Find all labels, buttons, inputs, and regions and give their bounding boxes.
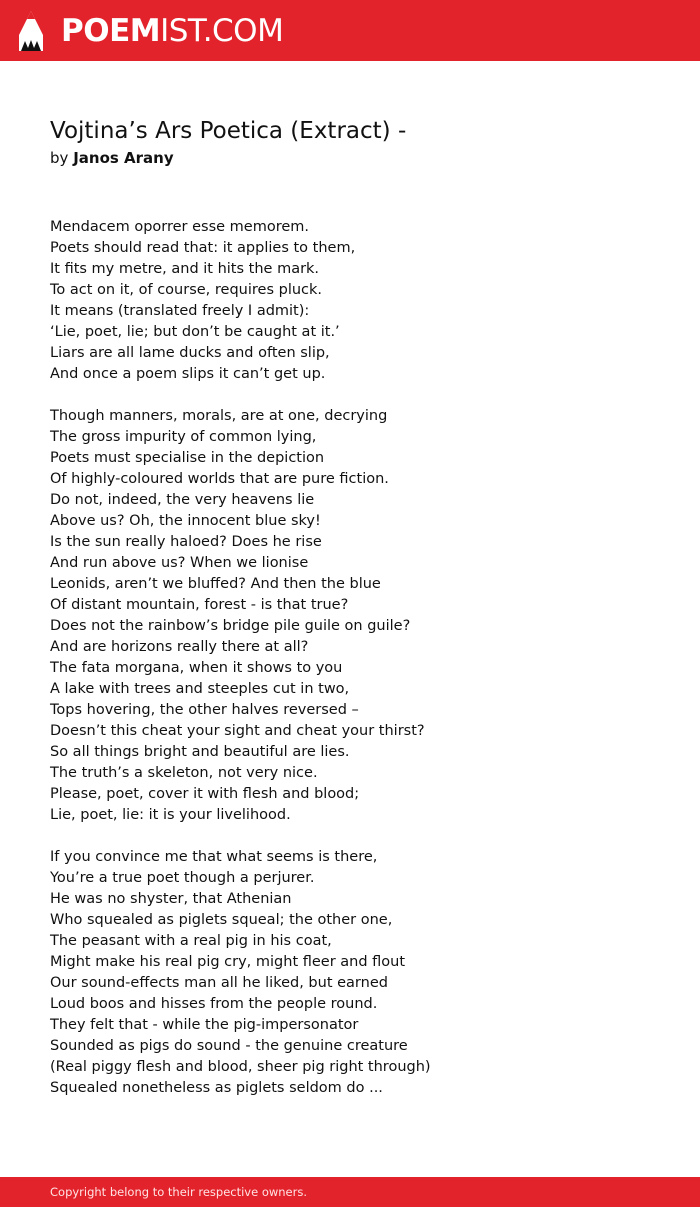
poem-line: (Real piggy flesh and blood, sheer pig right through): [50, 1059, 431, 1075]
site-logo[interactable]: [18, 9, 283, 53]
poem-line: Mendacem oporrer esse memorem.: [50, 219, 310, 235]
poem-line: Our sound-effects man all he liked, but earned: [50, 975, 388, 991]
by-label: by: [50, 149, 69, 167]
poem-line: It fits my metre, and it hits the mark.: [50, 261, 320, 277]
poem-line: Please, poet, cover it with flesh and blood;: [50, 786, 360, 802]
poem-title: Vojtina’s Ars Poetica (Extract) -: [50, 118, 407, 144]
pencil-tip-icon: [18, 10, 44, 52]
poem-line: Liars are all lame ducks and often slip,: [50, 345, 330, 361]
poem-line: Poets must specialise in the depiction: [50, 450, 325, 466]
poem-line: Might make his real pig cry, might fleer and flout: [50, 954, 406, 970]
poem-line: They felt that - while the pig-impersonator: [50, 1017, 359, 1033]
byline: [50, 147, 650, 169]
logo-text-bold: POEM: [61, 13, 161, 49]
poem-line: Of highly-coloured worlds that are pure fiction.: [50, 471, 389, 487]
poem-line: ‘Lie, poet, lie; but don’t be caught at it.’: [50, 324, 340, 340]
poem-line: Though manners, morals, are at one, decrying: [50, 408, 388, 424]
poem-line: The peasant with a real pig in his coat,: [50, 933, 332, 949]
copyright-text: Copyright belong to their respective owners.: [50, 1185, 308, 1199]
poem-line: Squealed nonetheless as piglets seldom do ...: [50, 1080, 383, 1096]
poem-line: Is the sun really haloed? Does he rise: [50, 534, 322, 550]
poem-line: Tops hovering, the other halves reversed –: [50, 702, 359, 718]
poem-line: Does not the rainbow’s bridge pile guile on guile?: [50, 618, 411, 634]
poem-line: Sounded as pigs do sound - the genuine creature: [50, 1038, 408, 1054]
poem-line: It means (translated freely I admit):: [50, 303, 310, 319]
poem-line: You’re a true poet though a perjurer.: [50, 870, 315, 886]
poem-stanza: [50, 406, 650, 826]
poem-line: Of distant mountain, forest - is that true?: [50, 597, 349, 613]
poem-line: And run above us? When we lionise: [50, 555, 309, 571]
poem-line: Above us? Oh, the innocent blue sky!: [50, 513, 321, 529]
poem-line: Do not, indeed, the very heavens lie: [50, 492, 315, 508]
top-header-bar: [0, 0, 700, 61]
poem-line: Lie, poet, lie: it is your livelihood.: [50, 807, 291, 823]
poem-line: The fata morgana, when it shows to you: [50, 660, 343, 676]
poem-line: Poets should read that: it applies to them,: [50, 240, 356, 256]
author-name[interactable]: Janos Arany: [73, 149, 174, 167]
poem-line: Leonids, aren’t we bluffed? And then the blue: [50, 576, 381, 592]
poem-line: And once a poem slips it can’t get up.: [50, 366, 326, 382]
logo-text-light: IST.COM: [160, 13, 284, 49]
poem-body: [50, 217, 650, 1099]
poem-line: He was no shyster, that Athenian: [50, 891, 292, 907]
poem-line: Doesn’t this cheat your sight and cheat your thirst?: [50, 723, 425, 739]
poem-line: If you convince me that what seems is there,: [50, 849, 378, 865]
poem-line: A lake with trees and steeples cut in two,: [50, 681, 350, 697]
poem-stanza: [50, 217, 650, 385]
poem-line: The truth’s a skeleton, not very nice.: [50, 765, 318, 781]
poem-stanza: [50, 847, 650, 1099]
poem-line: So all things bright and beautiful are lies.: [50, 744, 350, 760]
poem-line: Who squealed as piglets squeal; the other one,: [50, 912, 393, 928]
poem-line: And are horizons really there at all?: [50, 639, 309, 655]
poem-content: [50, 115, 650, 1120]
site-logo-text: [61, 9, 283, 53]
poem-line: The gross impurity of common lying,: [50, 429, 317, 445]
poem-line: Loud boos and hisses from the people round.: [50, 996, 378, 1012]
poem-line: To act on it, of course, requires pluck.: [50, 282, 323, 298]
footer-bar: [0, 1177, 700, 1207]
